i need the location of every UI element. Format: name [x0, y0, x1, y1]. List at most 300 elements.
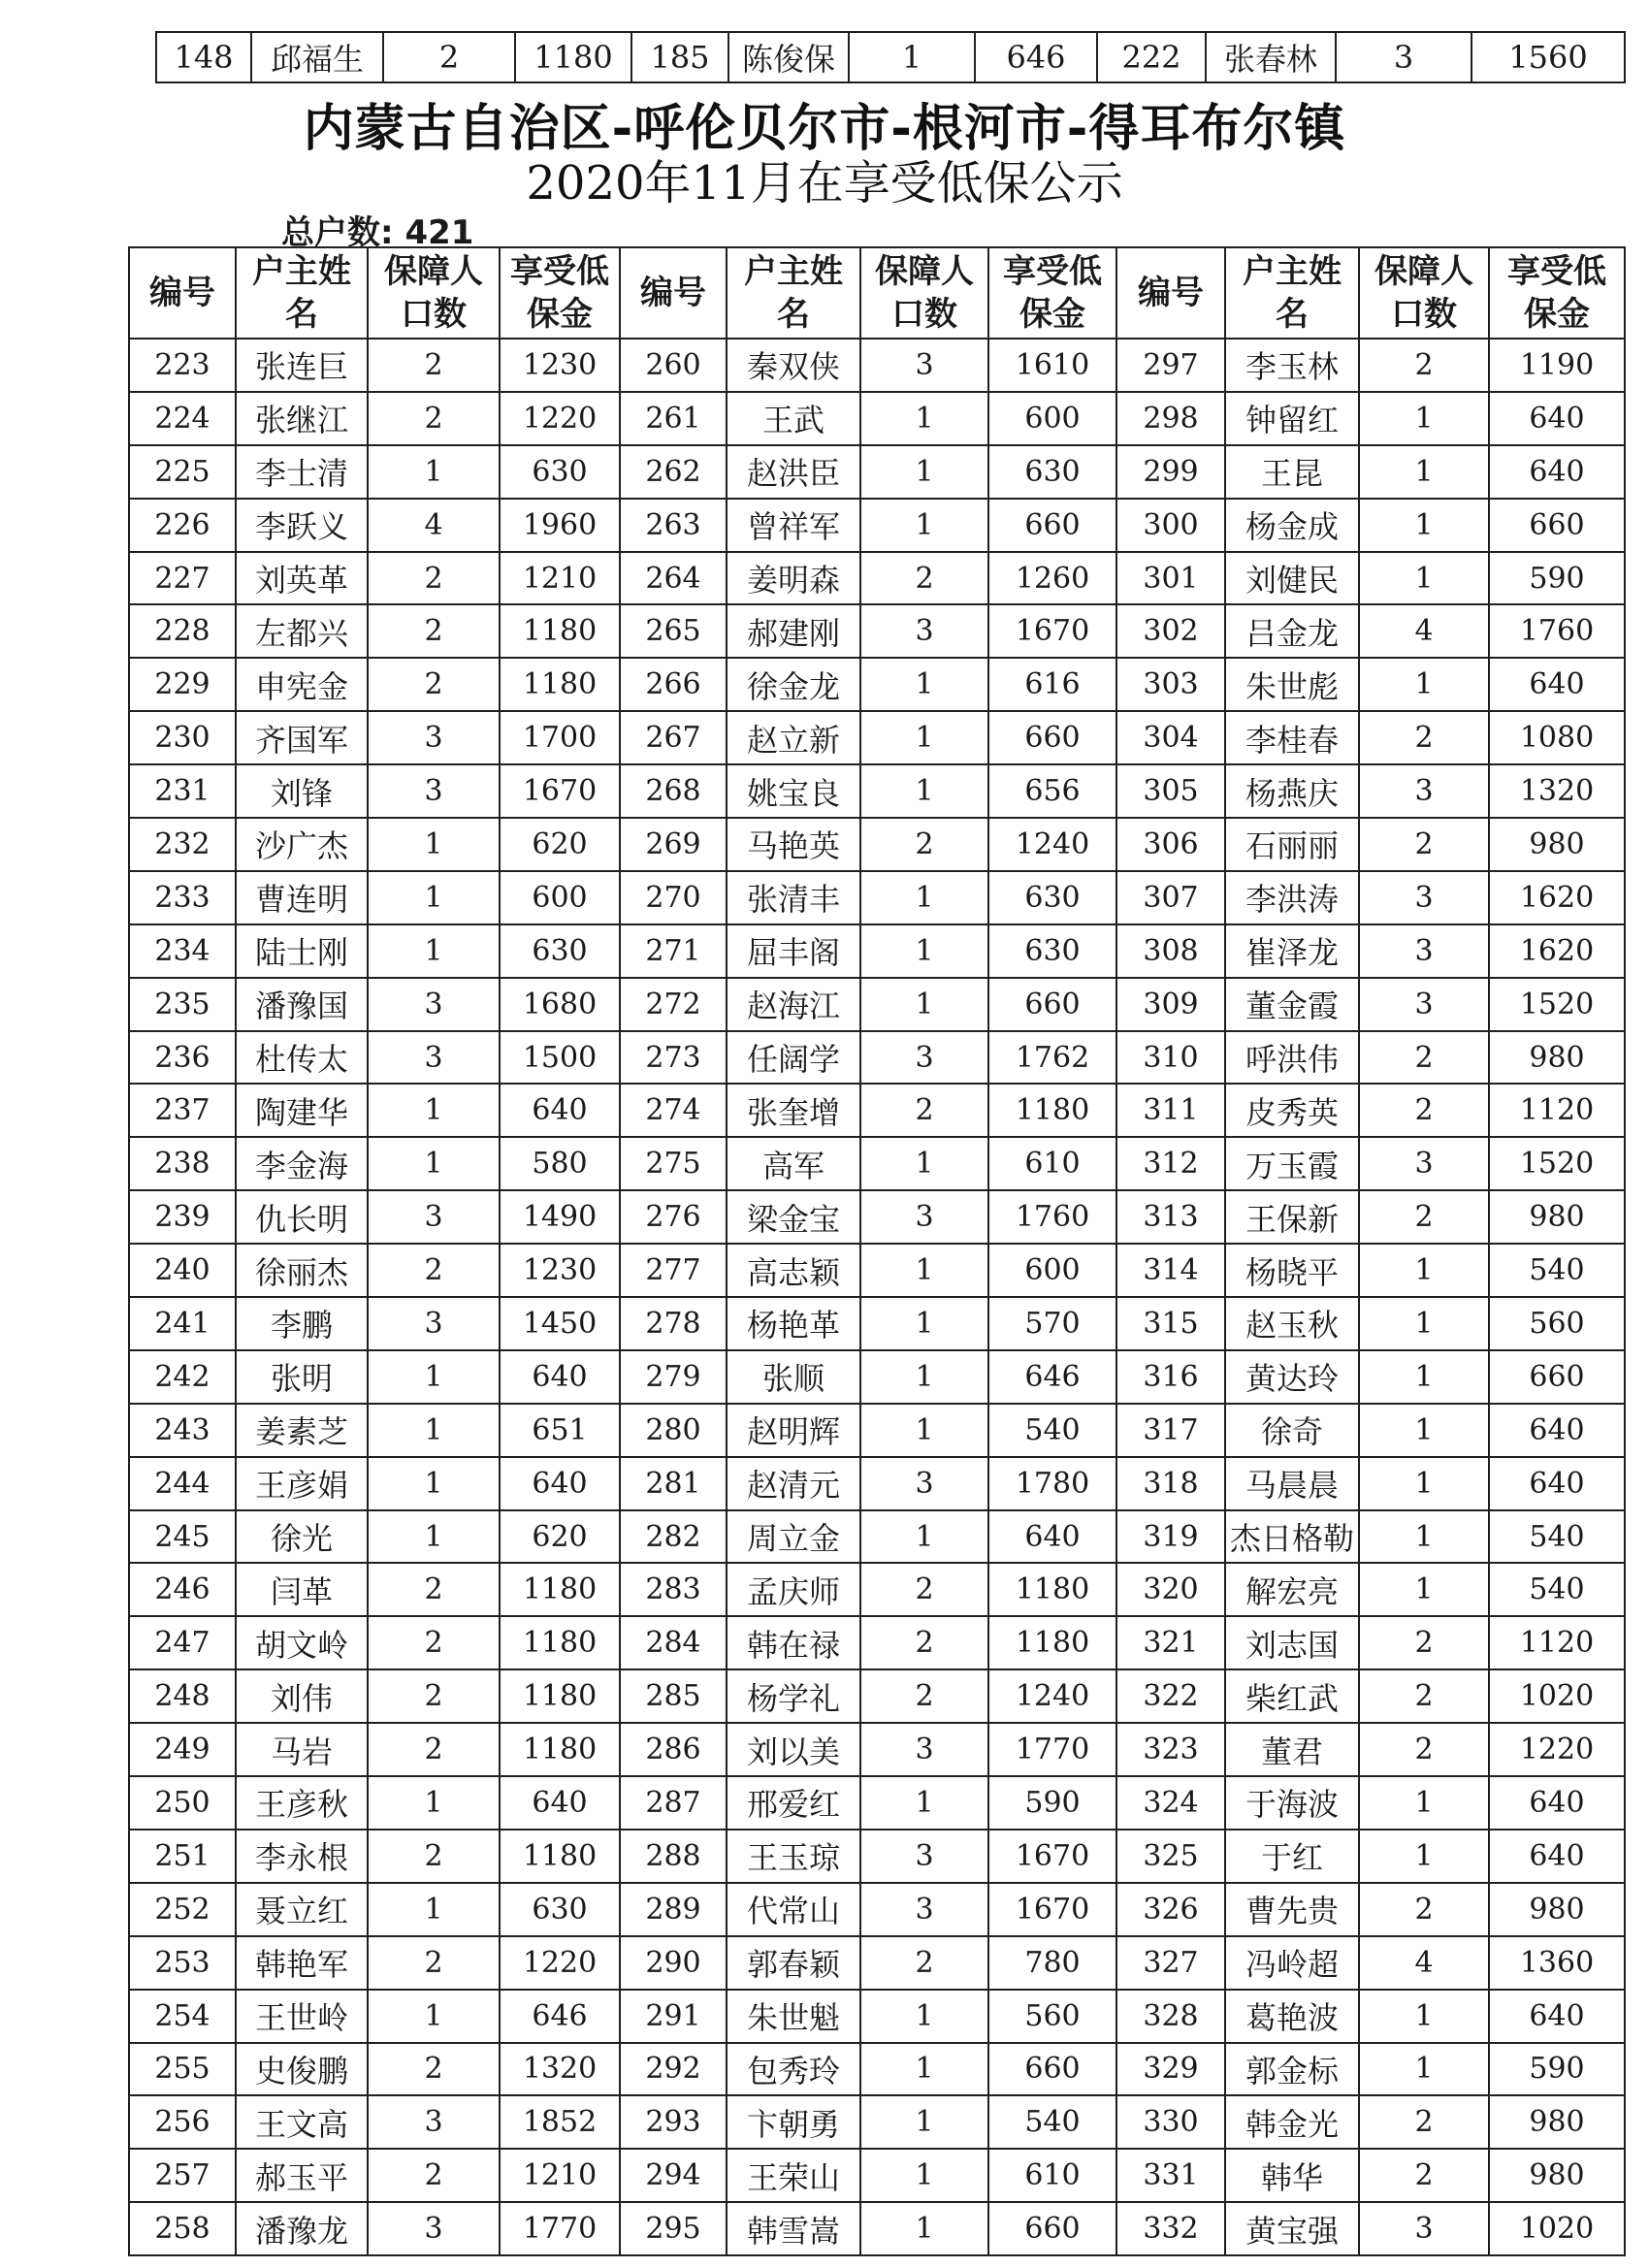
household-head-name-cell: 张春林 [1206, 32, 1336, 82]
record-number-cell: 278 [620, 1297, 727, 1350]
covered-persons-cell: 1 [860, 764, 988, 818]
record-number-cell: 249 [129, 1723, 236, 1776]
allowance-amount-cell: 980 [1489, 2149, 1625, 2202]
covered-persons-cell: 2 [1359, 1190, 1489, 1244]
covered-persons-cell: 1 [368, 1510, 500, 1564]
household-head-name-cell: 赵立新 [727, 711, 860, 764]
allowance-amount-cell: 640 [500, 1776, 620, 1830]
record-number-cell: 266 [620, 658, 727, 711]
household-head-name-cell: 吕金龙 [1225, 604, 1359, 658]
covered-persons-cell: 4 [1359, 1936, 1489, 1990]
record-number-cell: 280 [620, 1404, 727, 1457]
covered-persons-cell: 1 [1359, 392, 1489, 445]
allowance-amount-cell: 1230 [500, 339, 620, 392]
record-number-cell: 302 [1116, 604, 1225, 658]
table-row [129, 1883, 1625, 1936]
record-number-cell: 230 [129, 711, 236, 764]
covered-persons-cell: 2 [368, 604, 500, 658]
allowance-amount-cell: 540 [988, 2095, 1116, 2149]
covered-persons-cell: 3 [860, 1883, 988, 1936]
covered-persons-cell: 1 [368, 1776, 500, 1830]
record-number-cell: 298 [1116, 392, 1225, 445]
allowance-amount-cell: 980 [1489, 2095, 1625, 2149]
column-header: 户主姓 名 [727, 247, 860, 339]
record-number-cell: 285 [620, 1669, 727, 1723]
allowance-amount-cell: 660 [1489, 1350, 1625, 1404]
covered-persons-cell: 1 [1359, 1404, 1489, 1457]
allowance-amount-cell: 600 [988, 392, 1116, 445]
allowance-amount-cell: 540 [1489, 1244, 1625, 1297]
allowance-amount-cell: 640 [1489, 392, 1625, 445]
table-row [129, 1457, 1625, 1510]
record-number-cell: 290 [620, 1936, 727, 1990]
household-head-name-cell: 孟庆师 [727, 1563, 860, 1616]
covered-persons-cell: 2 [1359, 2149, 1489, 2202]
allowance-amount-cell: 1770 [500, 2202, 620, 2255]
record-number-cell: 257 [129, 2149, 236, 2202]
table-cell: 1 [849, 32, 975, 82]
record-number-cell: 325 [1116, 1830, 1225, 1883]
covered-persons-cell: 3 [368, 711, 500, 764]
record-number-cell: 321 [1116, 1616, 1225, 1669]
allowance-amount-cell: 1450 [500, 1297, 620, 1350]
covered-persons-cell: 3 [860, 1031, 988, 1085]
covered-persons-cell: 1 [368, 924, 500, 978]
household-head-name-cell: 王武 [727, 392, 860, 445]
covered-persons-cell: 3 [860, 1190, 988, 1244]
household-head-name-cell: 徐丽杰 [236, 1244, 368, 1297]
covered-persons-cell: 1 [860, 2043, 988, 2096]
household-head-name-cell: 解宏亮 [1225, 1563, 1359, 1616]
table-row [129, 552, 1625, 605]
record-number-cell: 275 [620, 1137, 727, 1190]
covered-persons-cell: 3 [860, 1723, 988, 1776]
record-number-cell: 232 [129, 818, 236, 871]
table-row [129, 604, 1625, 658]
allowance-amount-cell: 1360 [1489, 1936, 1625, 1990]
record-number-cell: 317 [1116, 1404, 1225, 1457]
allowance-amount-cell: 980 [1489, 1190, 1625, 1244]
household-head-name-cell: 李士清 [236, 445, 368, 499]
record-number-cell: 314 [1116, 1244, 1225, 1297]
table-row [129, 1084, 1625, 1137]
record-number-cell: 313 [1116, 1190, 1225, 1244]
table-header-row [129, 247, 1625, 339]
household-head-name-cell: 刘以美 [727, 1723, 860, 1776]
household-head-name-cell: 梁金宝 [727, 1190, 860, 1244]
household-head-name-cell: 刘健民 [1225, 552, 1359, 605]
covered-persons-cell: 1 [368, 1350, 500, 1404]
allowance-amount-cell: 660 [988, 499, 1116, 552]
allowance-amount-cell: 660 [1489, 499, 1625, 552]
covered-persons-cell: 3 [1359, 1137, 1489, 1190]
allowance-amount-cell: 610 [988, 2149, 1116, 2202]
covered-persons-cell: 2 [1359, 2095, 1489, 2149]
household-head-name-cell: 申宪金 [236, 658, 368, 711]
allowance-amount-cell: 1500 [500, 1031, 620, 1085]
allowance-amount-cell: 1020 [1489, 2202, 1625, 2255]
allowance-amount-cell: 1620 [1489, 871, 1625, 924]
column-header: 户主姓 名 [236, 247, 368, 339]
allowance-amount-cell: 640 [500, 1350, 620, 1404]
covered-persons-cell: 2 [368, 2043, 500, 2096]
record-number-cell: 264 [620, 552, 727, 605]
household-head-name-cell: 韩华 [1225, 2149, 1359, 2202]
household-head-name-cell: 刘英革 [236, 552, 368, 605]
allowance-amount-cell: 660 [988, 2202, 1116, 2255]
record-number-cell: 237 [129, 1084, 236, 1137]
household-head-name-cell: 赵洪臣 [727, 445, 860, 499]
allowance-amount-cell: 1260 [988, 552, 1116, 605]
record-number-cell: 301 [1116, 552, 1225, 605]
allowance-amount-cell: 1120 [1489, 1616, 1625, 1669]
record-number-cell: 316 [1116, 1350, 1225, 1404]
covered-persons-cell: 1 [860, 1776, 988, 1830]
table-row [129, 1616, 1625, 1669]
covered-persons-cell: 4 [368, 499, 500, 552]
covered-persons-cell: 2 [368, 1669, 500, 1723]
column-header: 户主姓 名 [1225, 247, 1359, 339]
allowance-amount-cell: 1760 [988, 1190, 1116, 1244]
record-number-cell: 299 [1116, 445, 1225, 499]
household-head-name-cell: 张奎增 [727, 1084, 860, 1137]
covered-persons-cell: 2 [1359, 1883, 1489, 1936]
allowance-amount-cell: 590 [1489, 552, 1625, 605]
allowance-amount-cell: 600 [500, 871, 620, 924]
covered-persons-cell: 1 [860, 978, 988, 1031]
covered-persons-cell: 1 [860, 1990, 988, 2043]
record-number-cell: 292 [620, 2043, 727, 2096]
record-number-cell: 284 [620, 1616, 727, 1669]
allowance-amount-cell: 1620 [1489, 924, 1625, 978]
covered-persons-cell: 3 [860, 339, 988, 392]
record-number-cell: 329 [1116, 2043, 1225, 2096]
household-head-name-cell: 王世岭 [236, 1990, 368, 2043]
table-row [129, 339, 1625, 392]
record-number-cell: 246 [129, 1563, 236, 1616]
table-row [129, 1830, 1625, 1883]
household-head-name-cell: 呼洪伟 [1225, 1031, 1359, 1085]
allowance-amount-cell: 1180 [500, 658, 620, 711]
record-number-cell: 269 [620, 818, 727, 871]
covered-persons-cell: 1 [368, 1137, 500, 1190]
record-number-cell: 332 [1116, 2202, 1225, 2255]
household-head-name-cell: 刘志国 [1225, 1616, 1359, 1669]
allowance-amount-cell: 1670 [988, 604, 1116, 658]
table-row [129, 499, 1625, 552]
household-head-name-cell: 皮秀英 [1225, 1084, 1359, 1137]
household-head-name-cell: 杨金成 [1225, 499, 1359, 552]
allowance-amount-cell: 1700 [500, 711, 620, 764]
covered-persons-cell: 2 [368, 1244, 500, 1297]
record-number-cell: 245 [129, 1510, 236, 1564]
record-number-cell: 251 [129, 1830, 236, 1883]
household-head-name-cell: 郭金标 [1225, 2043, 1359, 2096]
record-number-cell: 241 [129, 1297, 236, 1350]
allowance-amount-cell: 1120 [1489, 1084, 1625, 1137]
table-row [129, 711, 1625, 764]
record-number-cell: 234 [129, 924, 236, 978]
household-head-name-cell: 刘锋 [236, 764, 368, 818]
record-number-cell: 322 [1116, 1669, 1225, 1723]
table-row [129, 1350, 1625, 1404]
allowance-amount-cell: 1852 [500, 2095, 620, 2149]
column-header: 享受低 保金 [1489, 247, 1625, 339]
household-head-name-cell: 陶建华 [236, 1084, 368, 1137]
household-head-name-cell: 杨晓平 [1225, 1244, 1359, 1297]
household-head-name-cell: 杨学礼 [727, 1669, 860, 1723]
household-head-name-cell: 张继江 [236, 392, 368, 445]
allowance-amount-cell: 630 [988, 924, 1116, 978]
covered-persons-cell: 2 [860, 1936, 988, 1990]
table-row [129, 978, 1625, 1031]
table-row [129, 2043, 1625, 2096]
allowance-amount-cell: 640 [1489, 1830, 1625, 1883]
covered-persons-cell: 1 [1359, 1776, 1489, 1830]
covered-persons-cell: 3 [368, 1031, 500, 1085]
record-number-cell: 289 [620, 1883, 727, 1936]
table-cell: 185 [631, 32, 728, 82]
covered-persons-cell: 3 [368, 2095, 500, 2149]
table-row [129, 1297, 1625, 1350]
record-number-cell: 309 [1116, 978, 1225, 1031]
allowance-amount-cell: 640 [500, 1084, 620, 1137]
allowance-amount-cell: 1220 [1489, 1723, 1625, 1776]
record-number-cell: 223 [129, 339, 236, 392]
covered-persons-cell: 3 [860, 1457, 988, 1510]
household-head-name-cell: 崔泽龙 [1225, 924, 1359, 978]
allowance-amount-cell: 640 [1489, 1776, 1625, 1830]
allowance-amount-cell: 660 [988, 2043, 1116, 2096]
household-head-name-cell: 葛艳波 [1225, 1990, 1359, 2043]
household-head-name-cell: 柴红武 [1225, 1669, 1359, 1723]
record-number-cell: 281 [620, 1457, 727, 1510]
table-row [129, 871, 1625, 924]
record-number-cell: 293 [620, 2095, 727, 2149]
record-number-cell: 287 [620, 1776, 727, 1830]
subsistence-allowance-table [128, 246, 1626, 2256]
household-head-name-cell: 任阔学 [727, 1031, 860, 1085]
covered-persons-cell: 3 [368, 978, 500, 1031]
record-number-cell: 227 [129, 552, 236, 605]
allowance-amount-cell: 540 [988, 1404, 1116, 1457]
allowance-amount-cell: 580 [500, 1137, 620, 1190]
covered-persons-cell: 2 [368, 1616, 500, 1669]
household-head-name-cell: 韩艳军 [236, 1936, 368, 1990]
household-head-name-cell: 陆士刚 [236, 924, 368, 978]
allowance-amount-cell: 656 [988, 764, 1116, 818]
covered-persons-cell: 1 [368, 1883, 500, 1936]
household-head-name-cell: 韩金光 [1225, 2095, 1359, 2149]
allowance-amount-cell: 616 [988, 658, 1116, 711]
allowance-amount-cell: 1180 [500, 1669, 620, 1723]
covered-persons-cell: 3 [368, 764, 500, 818]
table-row [129, 658, 1625, 711]
household-head-name-cell: 左都兴 [236, 604, 368, 658]
household-head-name-cell: 韩雪嵩 [727, 2202, 860, 2255]
allowance-amount-cell: 1180 [500, 1723, 620, 1776]
record-number-cell: 254 [129, 1990, 236, 2043]
record-number-cell: 268 [620, 764, 727, 818]
record-number-cell: 304 [1116, 711, 1225, 764]
record-number-cell: 279 [620, 1350, 727, 1404]
covered-persons-cell: 1 [368, 871, 500, 924]
household-head-name-cell: 姚宝良 [727, 764, 860, 818]
record-number-cell: 235 [129, 978, 236, 1031]
covered-persons-cell: 2 [368, 339, 500, 392]
covered-persons-cell: 1 [860, 658, 988, 711]
household-head-name-cell: 仇长明 [236, 1190, 368, 1244]
record-number-cell: 277 [620, 1244, 727, 1297]
household-head-name-cell: 陈俊保 [728, 32, 849, 82]
record-number-cell: 326 [1116, 1883, 1225, 1936]
household-head-name-cell: 朱世魁 [727, 1990, 860, 2043]
allowance-amount-cell: 590 [1489, 2043, 1625, 2096]
allowance-amount-cell: 620 [500, 818, 620, 871]
table-row [129, 1510, 1625, 1564]
covered-persons-cell: 2 [860, 818, 988, 871]
allowance-amount-cell: 1670 [500, 764, 620, 818]
allowance-amount-cell: 1610 [988, 339, 1116, 392]
covered-persons-cell: 1 [860, 1297, 988, 1350]
record-number-cell: 267 [620, 711, 727, 764]
record-number-cell: 328 [1116, 1990, 1225, 2043]
previous-page-last-row [156, 32, 1625, 82]
record-number-cell: 252 [129, 1883, 236, 1936]
record-number-cell: 272 [620, 978, 727, 1031]
allowance-amount-cell: 1210 [500, 552, 620, 605]
household-head-name-cell: 郭春颖 [727, 1936, 860, 1990]
table-row [129, 1190, 1625, 1244]
table-body [129, 339, 1625, 2255]
table-row [129, 392, 1625, 445]
table-cell: 2 [383, 32, 515, 82]
covered-persons-cell: 2 [1359, 1616, 1489, 1669]
covered-persons-cell: 1 [368, 1404, 500, 1457]
covered-persons-cell: 2 [368, 2149, 500, 2202]
table-row [129, 1244, 1625, 1297]
allowance-amount-cell: 630 [988, 871, 1116, 924]
allowance-amount-cell: 660 [988, 978, 1116, 1031]
record-number-cell: 327 [1116, 1936, 1225, 1990]
record-number-cell: 228 [129, 604, 236, 658]
table-cell: 222 [1097, 32, 1206, 82]
allowance-amount-cell: 640 [1489, 658, 1625, 711]
column-header: 编号 [620, 247, 727, 339]
table-row [129, 2149, 1625, 2202]
record-number-cell: 291 [620, 1990, 727, 2043]
allowance-amount-cell: 1320 [1489, 764, 1625, 818]
allowance-amount-cell: 1220 [500, 392, 620, 445]
household-head-name-cell: 李永根 [236, 1830, 368, 1883]
household-head-name-cell: 杜传太 [236, 1031, 368, 1085]
household-head-name-cell: 潘豫国 [236, 978, 368, 1031]
record-number-cell: 255 [129, 2043, 236, 2096]
household-head-name-cell: 郝建刚 [727, 604, 860, 658]
allowance-amount-cell: 1770 [988, 1723, 1116, 1776]
table-row [129, 1936, 1625, 1990]
allowance-amount-cell: 1520 [1489, 978, 1625, 1031]
household-head-name-cell: 徐奇 [1225, 1404, 1359, 1457]
covered-persons-cell: 1 [1359, 1830, 1489, 1883]
covered-persons-cell: 1 [1359, 1297, 1489, 1350]
covered-persons-cell: 1 [860, 499, 988, 552]
household-head-name-cell: 秦双侠 [727, 339, 860, 392]
household-head-name-cell: 刘伟 [236, 1669, 368, 1723]
household-head-name-cell: 姜明森 [727, 552, 860, 605]
record-number-cell: 271 [620, 924, 727, 978]
allowance-amount-cell: 1210 [500, 2149, 620, 2202]
record-number-cell: 233 [129, 871, 236, 924]
household-head-name-cell: 代常山 [727, 1883, 860, 1936]
record-number-cell: 224 [129, 392, 236, 445]
record-number-cell: 330 [1116, 2095, 1225, 2149]
table-row [129, 2095, 1625, 2149]
table-cell: 3 [1336, 32, 1471, 82]
allowance-amount-cell: 780 [988, 1936, 1116, 1990]
covered-persons-cell: 3 [1359, 2202, 1489, 2255]
household-head-name-cell: 张顺 [727, 1350, 860, 1404]
table-row [129, 1137, 1625, 1190]
previous-page-last-row-table [155, 31, 1626, 83]
covered-persons-cell: 2 [1359, 1723, 1489, 1776]
record-number-cell: 276 [620, 1190, 727, 1244]
allowance-amount-cell: 1180 [988, 1563, 1116, 1616]
record-number-cell: 242 [129, 1350, 236, 1404]
allowance-amount-cell: 1180 [500, 604, 620, 658]
household-head-name-cell: 沙广杰 [236, 818, 368, 871]
household-head-name-cell: 赵海江 [727, 978, 860, 1031]
allowance-amount-cell: 1780 [988, 1457, 1116, 1510]
household-head-name-cell: 董君 [1225, 1723, 1359, 1776]
covered-persons-cell: 1 [860, 1137, 988, 1190]
household-head-name-cell: 屈丰阁 [727, 924, 860, 978]
record-number-cell: 250 [129, 1776, 236, 1830]
covered-persons-cell: 2 [1359, 1084, 1489, 1137]
allowance-amount-cell: 640 [988, 1510, 1116, 1564]
covered-persons-cell: 2 [1359, 1669, 1489, 1723]
record-number-cell: 297 [1116, 339, 1225, 392]
household-head-name-cell: 曾祥军 [727, 499, 860, 552]
allowance-amount-cell: 980 [1489, 1031, 1625, 1085]
allowance-amount-cell: 1180 [988, 1084, 1116, 1137]
household-head-name-cell: 史俊鹏 [236, 2043, 368, 2096]
household-head-name-cell: 万玉霞 [1225, 1137, 1359, 1190]
table-row [129, 1563, 1625, 1616]
record-number-cell: 258 [129, 2202, 236, 2255]
allowance-amount-cell: 630 [988, 445, 1116, 499]
allowance-amount-cell: 980 [1489, 818, 1625, 871]
allowance-amount-cell: 1190 [1489, 339, 1625, 392]
table-row [129, 764, 1625, 818]
covered-persons-cell: 1 [1359, 552, 1489, 605]
household-head-name-cell: 王玉琼 [727, 1830, 860, 1883]
household-head-name-cell: 张明 [236, 1350, 368, 1404]
household-head-name-cell: 姜素芝 [236, 1404, 368, 1457]
household-head-name-cell: 赵玉秋 [1225, 1297, 1359, 1350]
household-head-name-cell: 李鹏 [236, 1297, 368, 1350]
covered-persons-cell: 3 [1359, 978, 1489, 1031]
covered-persons-cell: 2 [368, 552, 500, 605]
covered-persons-cell: 1 [860, 445, 988, 499]
column-header: 保障人 口数 [860, 247, 988, 339]
allowance-amount-cell: 1762 [988, 1031, 1116, 1085]
covered-persons-cell: 1 [860, 1350, 988, 1404]
household-head-name-cell: 王彦娟 [236, 1457, 368, 1510]
record-number-cell: 239 [129, 1190, 236, 1244]
covered-persons-cell: 1 [1359, 1510, 1489, 1564]
covered-persons-cell: 1 [1359, 1350, 1489, 1404]
